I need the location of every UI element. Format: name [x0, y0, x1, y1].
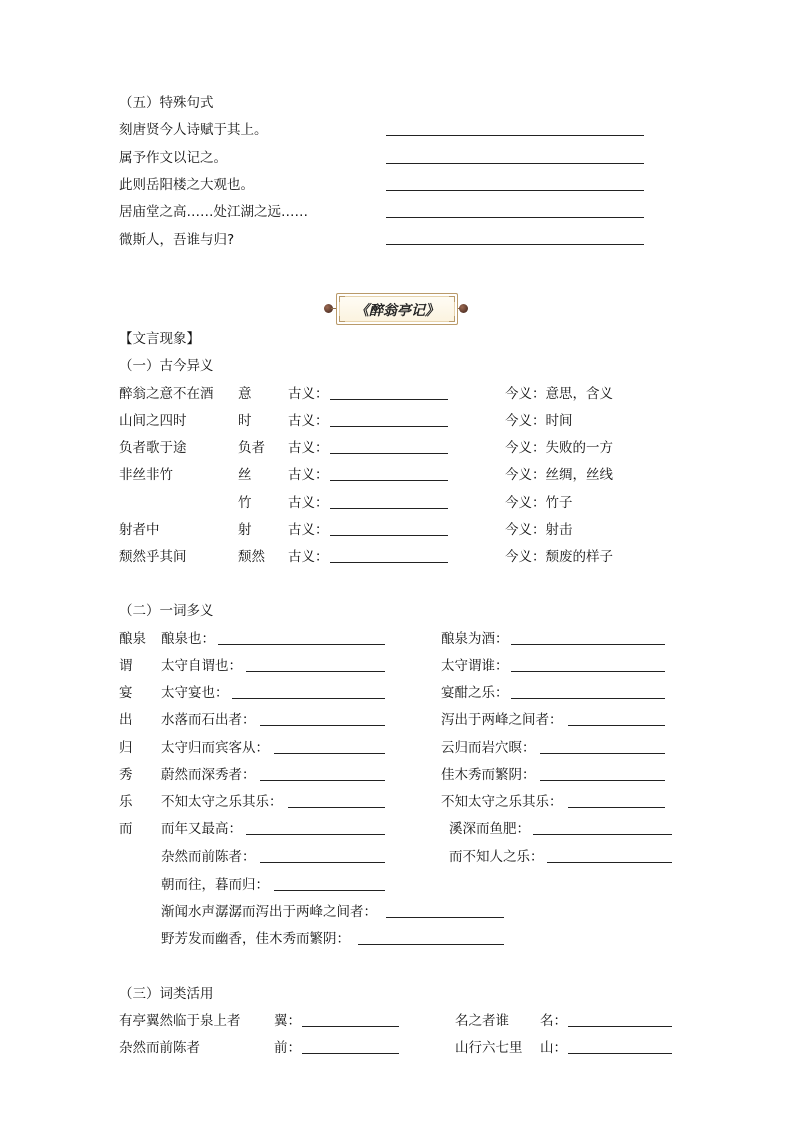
- answer-blank[interactable]: [511, 671, 665, 672]
- keyword: 负者: [238, 440, 265, 456]
- jin-meaning: 今义：丝绸，丝线: [505, 467, 613, 483]
- answer-blank[interactable]: [386, 163, 644, 164]
- answer-blank[interactable]: [330, 426, 448, 427]
- polysemy-phrase: 太守自谓也：: [161, 658, 242, 674]
- keyword: 意: [238, 386, 252, 402]
- polysemy-phrase: 水落而石出者：: [161, 712, 256, 728]
- polysemy-phrase: 不知太守之乐其乐：: [441, 794, 563, 810]
- polysemy-word: 归: [119, 740, 133, 756]
- answer-blank[interactable]: [568, 725, 665, 726]
- answer-blank[interactable]: [218, 644, 385, 645]
- polysemy-phrase: 而不知人之乐：: [449, 849, 544, 865]
- sentence-item: 微斯人，吾谁与归?: [119, 232, 235, 248]
- keyword: 竹: [238, 495, 252, 511]
- sentence: 有亭翼然临于泉上者: [119, 1013, 241, 1029]
- chapter-title: 《醉翁亭记》: [355, 303, 439, 319]
- answer-blank[interactable]: [246, 671, 385, 672]
- polysemy-word: 出: [119, 712, 133, 728]
- polysemy-phrase: 杂然而前陈者：: [161, 849, 256, 865]
- polysemy-phrase: 宴酣之乐：: [441, 685, 509, 701]
- banner-frame: [336, 293, 458, 325]
- keyword-label: 翼：: [274, 1013, 301, 1029]
- jin-meaning: 今义：时间: [505, 413, 573, 429]
- polysemy-phrase: 而年又最高：: [161, 821, 242, 837]
- polysemy-phrase: 朝而往，暮而归：: [161, 877, 269, 893]
- polysemy-word: 宴: [119, 685, 133, 701]
- answer-blank[interactable]: [547, 862, 672, 863]
- sentence: 名之者谁: [455, 1013, 509, 1029]
- gu-label: 古义：: [288, 522, 329, 538]
- jin-meaning: 今义：颓废的样子: [505, 549, 613, 565]
- sentence: 杂然而前陈者: [119, 1040, 200, 1056]
- gu-label: 古义：: [288, 549, 329, 565]
- answer-blank[interactable]: [302, 1026, 399, 1027]
- jin-meaning: 今义：失败的一方: [505, 440, 613, 456]
- answer-blank[interactable]: [274, 890, 385, 891]
- sentence: 醉翁之意不在酒: [119, 386, 214, 402]
- polysemy-phrase: 酿泉为酒：: [441, 631, 509, 647]
- sentence-item: 此则岳阳楼之大观也。: [119, 177, 254, 193]
- answer-blank[interactable]: [386, 135, 644, 136]
- answer-blank[interactable]: [232, 698, 385, 699]
- sentence: 颓然乎其间: [119, 549, 187, 565]
- sentence-item: 刻唐贤今人诗赋于其上。: [119, 122, 268, 138]
- sentence: 非丝非竹: [119, 467, 173, 483]
- keyword-label: 山：: [540, 1040, 567, 1056]
- answer-blank[interactable]: [358, 944, 504, 945]
- answer-blank[interactable]: [568, 1053, 672, 1054]
- answer-blank[interactable]: [386, 217, 644, 218]
- gu-label: 古义：: [288, 386, 329, 402]
- gu-label: 古义：: [288, 413, 329, 429]
- answer-blank[interactable]: [330, 453, 448, 454]
- answer-blank[interactable]: [330, 399, 448, 400]
- answer-blank[interactable]: [330, 508, 448, 509]
- keyword: 颓然: [238, 549, 265, 565]
- polysemy-phrase: 野芳发而幽香，佳木秀而繁阴：: [161, 931, 350, 947]
- sentence: 山间之四时: [119, 413, 187, 429]
- answer-blank[interactable]: [540, 753, 665, 754]
- polysemy-phrase: 渐闻水声潺潺而泻出于两峰之间者：: [161, 904, 377, 920]
- answer-blank[interactable]: [260, 780, 385, 781]
- keyword-label: 前：: [274, 1040, 301, 1056]
- polysemy-phrase: 佳木秀而繁阴：: [441, 767, 536, 783]
- answer-blank[interactable]: [330, 535, 448, 536]
- jin-meaning: 今义：射击: [505, 522, 573, 538]
- answer-blank[interactable]: [568, 807, 665, 808]
- polysemy-word: 而: [119, 821, 133, 837]
- polysemy-phrase: 酿泉也：: [161, 631, 215, 647]
- polysemy-word: 秀: [119, 767, 133, 783]
- answer-blank[interactable]: [540, 780, 665, 781]
- answer-blank[interactable]: [330, 480, 448, 481]
- polysemy-phrase: 不知太守之乐其乐：: [161, 794, 283, 810]
- jin-meaning: 今义：竹子: [505, 495, 573, 511]
- answer-blank[interactable]: [330, 562, 448, 563]
- answer-blank[interactable]: [260, 725, 385, 726]
- banner-ornament-right-icon: [459, 304, 468, 313]
- sentence: 射者中: [119, 522, 160, 538]
- polysemy-phrase: 泻出于两峰之间者：: [441, 712, 563, 728]
- polysemy-phrase: 溪深而鱼肥：: [449, 821, 530, 837]
- polysemy-word: 乐: [119, 794, 133, 810]
- section-heading-ancient-modern: （一）古今异义: [119, 358, 214, 374]
- polysemy-phrase: 太守谓谁：: [441, 658, 509, 674]
- sentence-item: 居庙堂之高……处江湖之远……: [119, 204, 308, 220]
- answer-blank[interactable]: [246, 834, 385, 835]
- keyword-label: 名：: [540, 1013, 567, 1029]
- polysemy-phrase: 云归而岩穴暝：: [441, 740, 536, 756]
- answer-blank[interactable]: [274, 753, 385, 754]
- sentence-item: 属予作文以记之。: [119, 150, 227, 166]
- answer-blank[interactable]: [386, 244, 644, 245]
- section-heading-polysemy: （二）一词多义: [119, 603, 214, 619]
- chapter-title-banner: [322, 293, 470, 325]
- wenyan-label: 【文言现象】: [119, 331, 200, 347]
- gu-label: 古义：: [288, 467, 329, 483]
- answer-blank[interactable]: [260, 862, 385, 863]
- gu-label: 古义：: [288, 440, 329, 456]
- section-heading-special-sentences: （五）特殊句式: [119, 95, 214, 111]
- keyword: 丝: [238, 467, 252, 483]
- polysemy-word: 谓: [119, 658, 133, 674]
- gu-label: 古义：: [288, 495, 329, 511]
- polysemy-phrase: 蔚然而深秀者：: [161, 767, 256, 783]
- answer-blank[interactable]: [511, 698, 665, 699]
- polysemy-phrase: 太守宴也：: [161, 685, 229, 701]
- answer-blank[interactable]: [568, 1026, 672, 1027]
- answer-blank[interactable]: [288, 807, 385, 808]
- answer-blank[interactable]: [386, 190, 644, 191]
- answer-blank[interactable]: [533, 834, 672, 835]
- sentence: 山行六七里: [455, 1040, 523, 1056]
- jin-meaning: 今义：意思，含义: [505, 386, 613, 402]
- keyword: 射: [238, 522, 252, 538]
- polysemy-phrase: 太守归而宾客从：: [161, 740, 269, 756]
- sentence: 负者歌于途: [119, 440, 187, 456]
- answer-blank[interactable]: [511, 644, 665, 645]
- answer-blank[interactable]: [386, 917, 504, 918]
- section-heading-word-class-shift: （三）词类活用: [119, 986, 214, 1002]
- polysemy-word: 酿泉: [119, 631, 146, 647]
- answer-blank[interactable]: [302, 1053, 399, 1054]
- keyword: 时: [238, 413, 252, 429]
